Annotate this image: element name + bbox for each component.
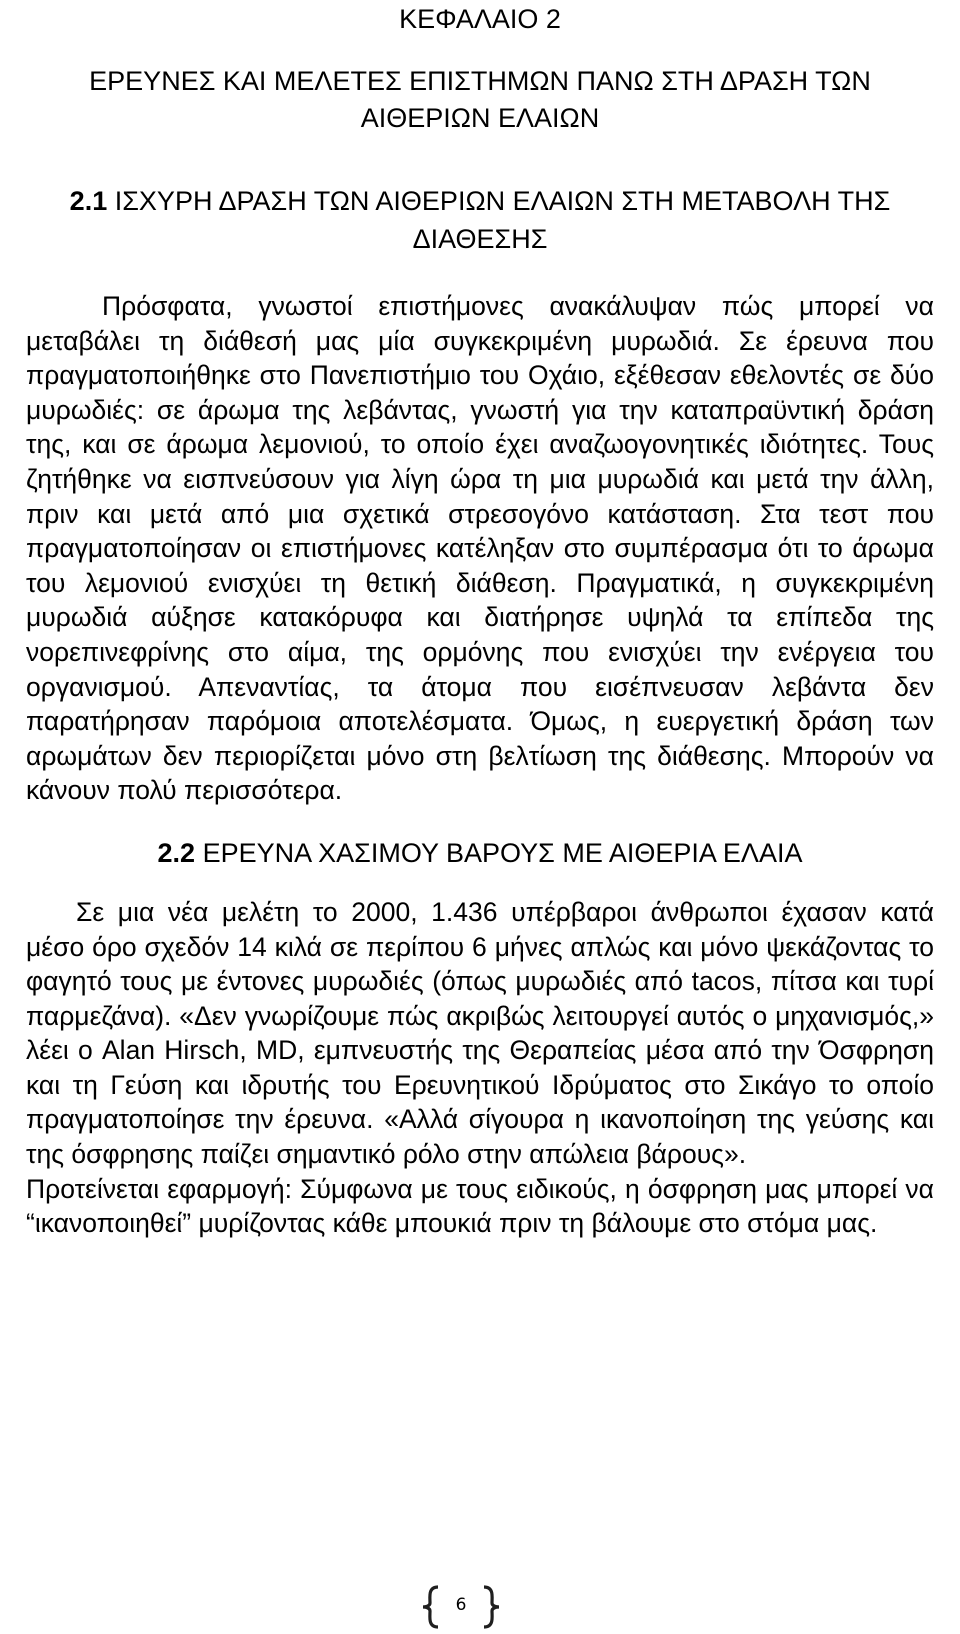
section-heading-2-2 bbox=[26, 834, 934, 872]
section-number: 2.2 bbox=[157, 837, 196, 868]
body-paragraph: Πρόσφατα, γνωστοί επιστήμονες ανακάλυψαν πώς μπορεί να μεταβάλει τη διάθεσή μας μία συγκεκριμένη μυρωδιά. Σε έρευνα που πραγματοποιήθηκε στο Πανεπιστήμιο του Οχάιο, εξέθεσαν εθελοντές σε δύο μυρωδιές: σε άρωμα της λεβάντας, γνωστή για την καταπραϋντική δράση της, και σε άρωμα λεμονιού, το οποίο έχει αναζωογονητικές ιδιότητες. Τους ζητήθηκε να εισπνεύσουν για λίγη ώρα τη μια μυρωδιά και μετά την άλλη, πριν και μετά από μια σχετικά στρεσογόνο κατάσταση. Στα τεστ που πραγματοποίησαν οι επιστήμονες κατέληξαν στο συμπέρασμα ότι το άρωμα του λεμονιού ενισχύει τη θετική διάθεση. Πραγματικά, η συγκεκριμένη μυρωδιά αύξησε κατακόρυφα και διατήρησε υψηλά τα επίπεδα της νορεπινεφρίνης στο αίμα, της ορμόνης που ενισχύει την ενέργεια του οργανισμού. Απεναντίας, τα άτομα που εισέπνευσαν λεβάντα δεν παρατήρησαν παρόμοια αποτελέσματα. Όμως, η ευεργετική δράση των αρωμάτων δεν περιορίζεται μόνο στη βελτίωση της διάθεσης. Μπορούν να κάνουν πολύ περισσότερα. bbox=[26, 291, 934, 806]
section-number: 2.1 bbox=[69, 186, 108, 216]
chapter-title: ΕΡΕΥΝΕΣ ΚΑΙ ΜΕΛΕΤΕΣ ΕΠΙΣΤΗΜΩΝ ΠΑΝΩ ΣΤΗ ΔΡΑΣΗ ΤΩΝ ΑΙΘΕΡΙΩΝ ΕΛΑΙΩΝ bbox=[89, 66, 871, 133]
page-footer bbox=[0, 1585, 960, 1629]
section-title: ΕΡΕΥΝΑ ΧΑΣΙΜΟΥ ΒΑΡΟΥΣ ΜΕ ΑΙΘΕΡΙΑ ΕΛΑΙΑ bbox=[202, 837, 803, 868]
suggestion-paragraph: Προτείνεται εφαρμογή: Σύμφωνα με τους ειδικούς, η όσφρηση μας μπορεί να “ικανοποιηθεί” μυρίζοντας κάθε μπουκιά πριν τη βάλουμε στο στόμα μας. bbox=[26, 1173, 934, 1239]
section-heading-2-1 bbox=[26, 182, 934, 258]
body-paragraph: Σε μια νέα μελέτη το 2000, 1.436 υπέρβαροι άνθρωποι έχασαν κατά μέσο όρο σχεδόν 14 κιλά σε περίπου 6 μήνες απλώς και μόνο ψεκάζοντας το φαγητό τους με έντονες μυρωδιές (όπως μυρωδιές από tacos, πίτσα και τυρί παρμεζάνα). «Δεν γνωρίζουμε πώς ακριβώς λειτουργεί αυτός ο μηχανισμός,» λέει ο Alan Hirsch, MD, εμπνευστής της Θεραπείας μέσα από την Όσφρηση και τη Γεύση και ιδρυτής του Ερευνητικού Ιδρύματος στο Σικάγο το οποίο πραγματοποίησε την έρευνα. «Αλλά σίγουρα η ικανοποίηση της γεύσης και της όσφρησης παίζει σημαντικό ρόλο στην απώλεια βάρους». bbox=[26, 896, 934, 1170]
chapter-label: ΚΕΦΑΛΑΙΟ 2 bbox=[399, 4, 561, 34]
document-page bbox=[26, 0, 934, 1241]
page-number: 6 bbox=[455, 1595, 467, 1615]
section-title: ΙΣΧΥΡΗ ΔΡΑΣΗ ΤΩΝ ΑΙΘΕΡΙΩΝ ΕΛΑΙΩΝ ΣΤΗ ΜΕΤΑΒΟΛΗ ΤΗΣ ΔΙΑΘΕΣΗΣ bbox=[114, 186, 891, 254]
